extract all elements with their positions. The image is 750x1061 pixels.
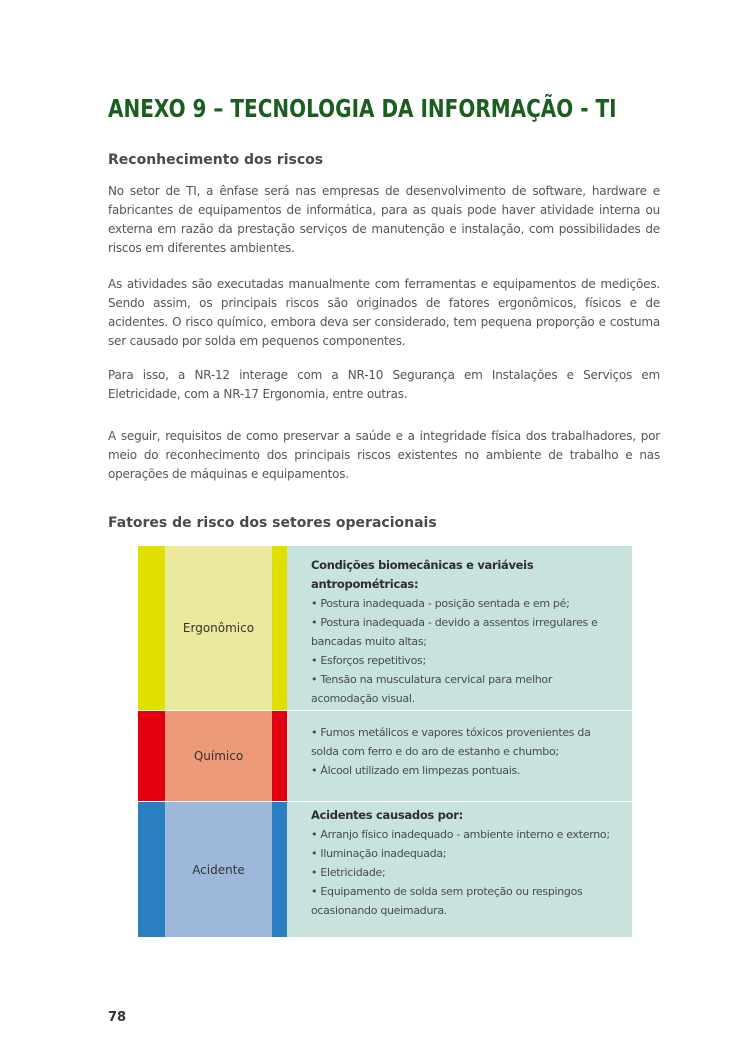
accident-item: • Eletricidade; xyxy=(311,866,386,879)
accident-label: Acidente xyxy=(165,802,272,937)
risk-row-ergonomic xyxy=(138,546,632,711)
accident-item: • Arranjo físico inadequado - ambiente interno e externo; xyxy=(311,828,610,841)
page-number: 78 xyxy=(108,1010,127,1025)
paragraph-4: A seguir, requisitos de como preservar a saúde e a integridade física dos trabalhadores, por meio do reconhecimento dos principais riscos existentes no ambiente de trabalho e nas operações de máquinas e equipamentos. xyxy=(108,429,660,481)
chemical-color-bar-right xyxy=(272,711,287,801)
ergonomic-color-bar-right xyxy=(272,546,287,710)
accident-color-bar-right xyxy=(272,802,287,937)
paragraph-1: No setor de TI, a ênfase será nas empresas de desenvolvimento de software, hardware e fabricantes de equipamentos de informática, para as quais pode haver atividade interna ou externa em razão da prestação serviços de manutenção e instalação, com possibilidades de riscos em diferentes ambientes. xyxy=(108,184,660,255)
ergonomic-item: • Esforços repetitivos; xyxy=(311,654,426,667)
ergonomic-item: • Postura inadequada - devido a assentos irregulares e bancadas muito altas; xyxy=(311,616,598,648)
accident-desc-title: Acidentes causados por: xyxy=(311,808,463,822)
section-heading-recognition: Reconhecimento dos riscos xyxy=(108,152,324,168)
section-heading-risk-factors: Fatores de risco dos setores operacionais xyxy=(108,515,437,531)
accident-item: • Equipamento de solda sem proteção ou respingos ocasionando queimadura. xyxy=(311,885,583,917)
chemical-item: • Fumos metálicos e vapores tóxicos provenientes da solda com ferro e do aro de estanho e chumbo; xyxy=(311,726,591,758)
chemical-item: • Álcool utilizado em limpezas pontuais. xyxy=(311,764,521,777)
chemical-label: Químico xyxy=(165,711,272,801)
ergonomic-color-bar xyxy=(138,546,165,710)
risk-row-chemical xyxy=(138,711,632,802)
accident-item: • Iluminação inadequada; xyxy=(311,847,447,860)
ergonomic-item: • Postura inadequada - posição sentada e em pé; xyxy=(311,597,570,610)
accident-color-bar xyxy=(138,802,165,937)
risk-factors-table xyxy=(138,546,632,938)
ergonomic-description xyxy=(287,546,632,710)
ergonomic-item: • Tensão na musculatura cervical para melhor acomodação visual. xyxy=(311,673,553,705)
ergonomic-desc-title: Condições biomecânicas e variáveis antropométricas: xyxy=(311,558,534,591)
page-title: ANEXO 9 – TECNOLOGIA DA INFORMAÇÃO - TI xyxy=(108,94,617,123)
accident-description xyxy=(287,802,632,937)
ergonomic-label: Ergonômico xyxy=(165,546,272,710)
risk-row-accident xyxy=(138,802,632,938)
paragraph-2: As atividades são executadas manualmente com ferramentas e equipamentos de medições. Sendo assim, os principais riscos são originados de fatores ergonômicos, físicos e de acidentes. O risco químico, embora deva ser considerado, tem pequena proporção e costuma ser causado por solda em pequenos componentes. xyxy=(108,277,660,348)
chemical-description xyxy=(287,711,632,801)
paragraph-3: Para isso, a NR-12 interage com a NR-10 Segurança em Instalações e Serviços em Eletricidade, com a NR-17 Ergonomia, entre outras. xyxy=(108,368,660,401)
chemical-color-bar xyxy=(138,711,165,801)
